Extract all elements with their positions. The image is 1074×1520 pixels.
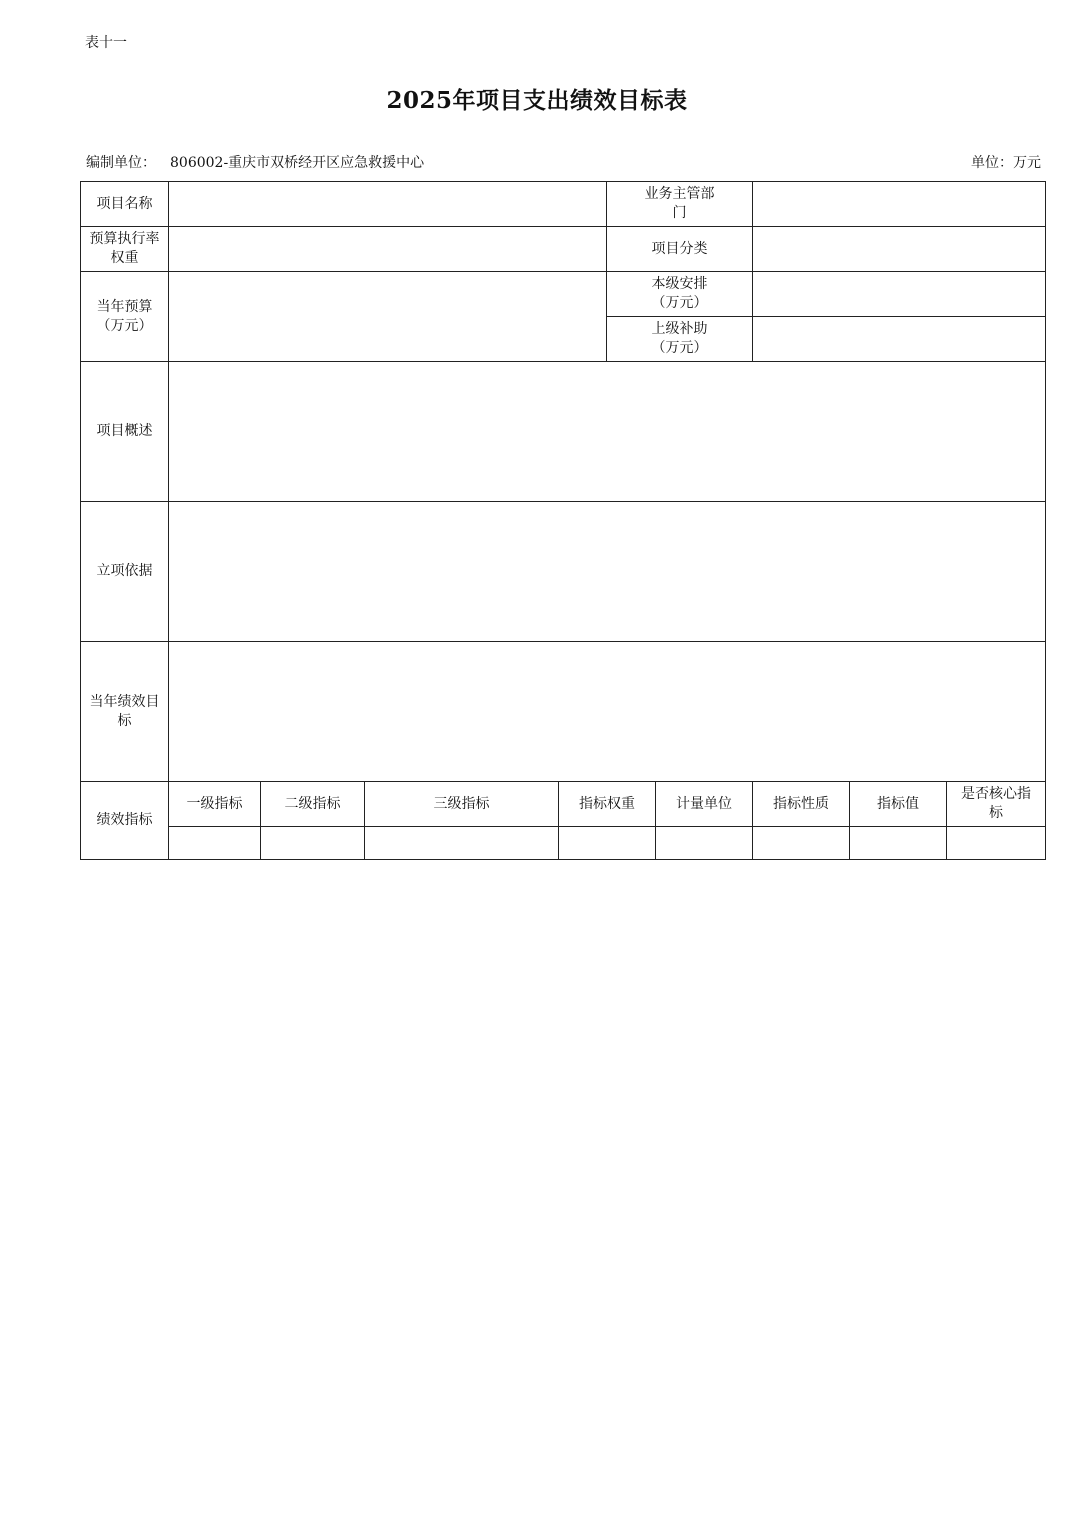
budget-label: 当年预算 （万元）: [81, 272, 169, 362]
indicator-cell: [169, 827, 261, 860]
compiling-unit-value: 806002-重庆市双桥经开区应急救援中心: [170, 155, 425, 171]
project-name-value: [169, 182, 607, 227]
indicator-cell: [365, 827, 559, 860]
indicator-col-value: 指标值: [850, 782, 947, 827]
indicator-col-weight: 指标权重: [559, 782, 656, 827]
local-funding-label: 本级安排 （万元）: [607, 272, 753, 317]
category-value: [753, 227, 1046, 272]
project-name-label: 项目名称: [81, 182, 169, 227]
currency-unit: 单位：万元: [971, 155, 1041, 171]
dept-label: 业务主管部 门: [607, 182, 753, 227]
indicator-col-core: 是否核心指 标: [947, 782, 1046, 827]
indicator-cell: [947, 827, 1046, 860]
basis-label: 立项依据: [81, 502, 169, 642]
budget-value: [169, 272, 607, 362]
dept-value: [753, 182, 1046, 227]
annual-goal-label: 当年绩效目 标: [81, 642, 169, 782]
compiling-unit: [86, 152, 424, 172]
annual-goal-value: [169, 642, 1046, 782]
indicator-col-level3: 三级指标: [365, 782, 559, 827]
compiling-unit-label: 编制单位：: [86, 155, 156, 171]
indicator-col-level2: 二级指标: [261, 782, 365, 827]
indicator-label: 绩效指标: [81, 782, 169, 860]
superior-subsidy-value: [753, 317, 1046, 362]
indicator-cell: [850, 827, 947, 860]
indicator-cell: [656, 827, 753, 860]
indicator-col-level1: 一级指标: [169, 782, 261, 827]
exec-rate-label: 预算执行率 权重: [81, 227, 169, 272]
basis-value: [169, 502, 1046, 642]
performance-target-table: [80, 181, 1046, 860]
page-title: 2025年项目支出绩效目标表: [386, 87, 688, 114]
local-funding-value: [753, 272, 1046, 317]
exec-rate-value: [169, 227, 607, 272]
indicator-col-nature: 指标性质: [753, 782, 850, 827]
overview-label: 项目概述: [81, 362, 169, 502]
table-number: 表十一: [85, 35, 127, 51]
indicator-cell: [261, 827, 365, 860]
overview-value: [169, 362, 1046, 502]
indicator-cell: [559, 827, 656, 860]
superior-subsidy-label: 上级补助 （万元）: [607, 317, 753, 362]
indicator-cell: [753, 827, 850, 860]
indicator-col-unit: 计量单位: [656, 782, 753, 827]
table-row: [81, 827, 1046, 860]
category-label: 项目分类: [607, 227, 753, 272]
